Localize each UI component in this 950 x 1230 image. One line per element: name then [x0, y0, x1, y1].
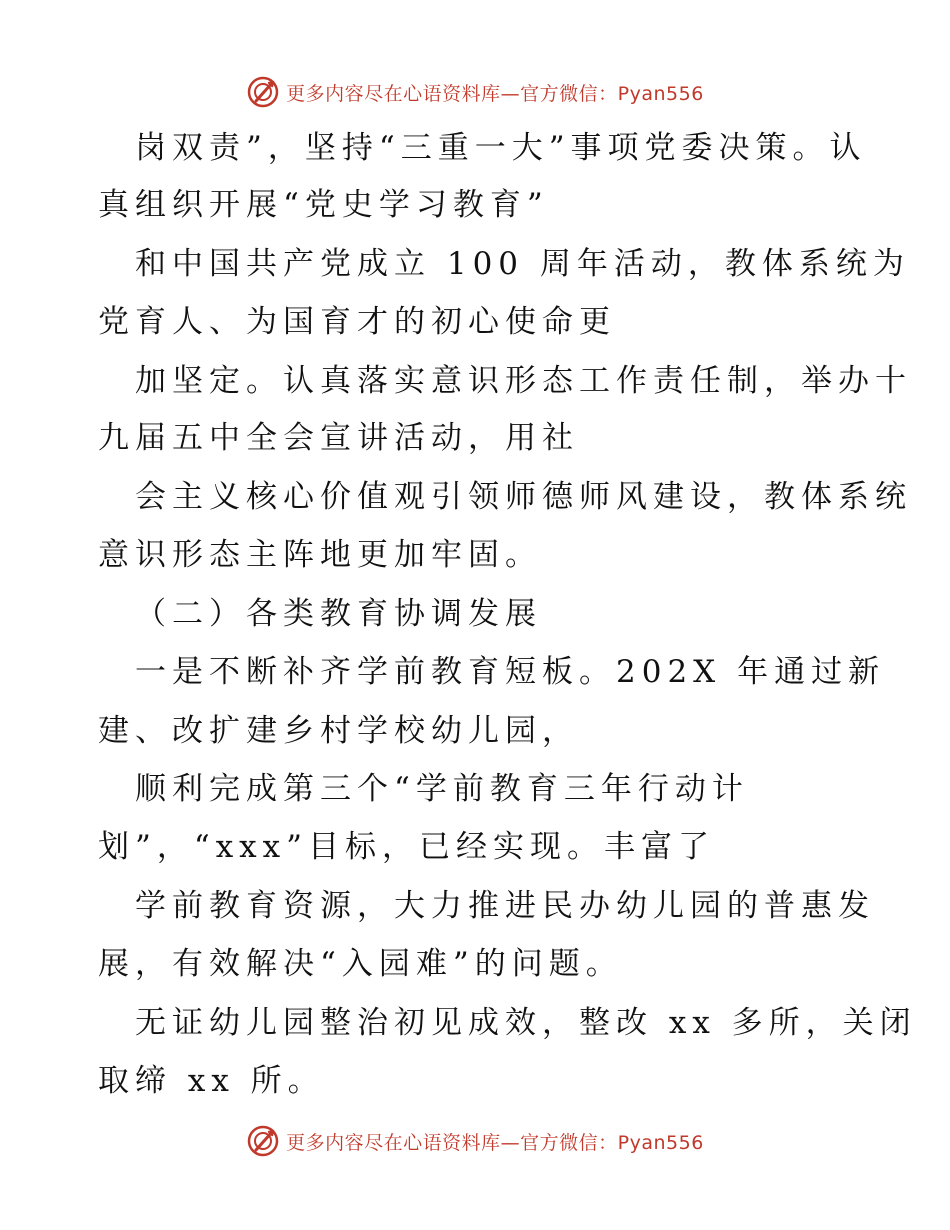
- text-line: 意识形态主阵地更加牢固。: [98, 537, 542, 573]
- text-line: 一是不断补齐学前教育短板。202X 年通过新: [135, 654, 886, 690]
- text-line: 岗双责”，坚持“三重一大”事项党委决策。认: [135, 130, 867, 166]
- text-line: 取缔 xx 所。: [98, 1063, 325, 1099]
- text-line: 会主义核心价值观引领师德师风建设，教体系统: [135, 479, 912, 515]
- text-line: 展，有效解决“入园难”的问题。: [98, 946, 623, 982]
- section-heading: （二）各类教育协调发展: [135, 596, 542, 632]
- stamp-logo-icon: [246, 1124, 280, 1158]
- text-line: 划”，“xxx”目标，已经实现。丰富了: [98, 829, 715, 865]
- text-line: 真组织开展“党史学习教育”: [98, 187, 549, 223]
- watermark-text: 更多内容尽在心语资料库—官方微信：Pyan556: [286, 82, 704, 105]
- text-line: 和中国共产党成立 100 周年活动，教体系统为: [135, 246, 910, 282]
- text-line: 无证幼儿园整治初见成效，整改 xx 多所，关闭: [135, 1005, 917, 1041]
- text-line: 九届五中全会宣讲活动，用社: [98, 420, 579, 456]
- watermark-text: 更多内容尽在心语资料库—官方微信：Pyan556: [286, 1131, 704, 1154]
- text-line: 顺利完成第三个“学前教育三年行动计: [135, 771, 749, 807]
- text-line: 党育人、为国育才的初心使命更: [98, 304, 616, 340]
- text-line: 学前教育资源，大力推进民办幼儿园的普惠发: [135, 888, 875, 924]
- text-line: 加坚定。认真落实意识形态工作责任制，举办十: [135, 363, 912, 399]
- footer-watermark: [0, 1121, 950, 1161]
- text-line: 建、改扩建乡村学校幼儿园，: [98, 713, 579, 749]
